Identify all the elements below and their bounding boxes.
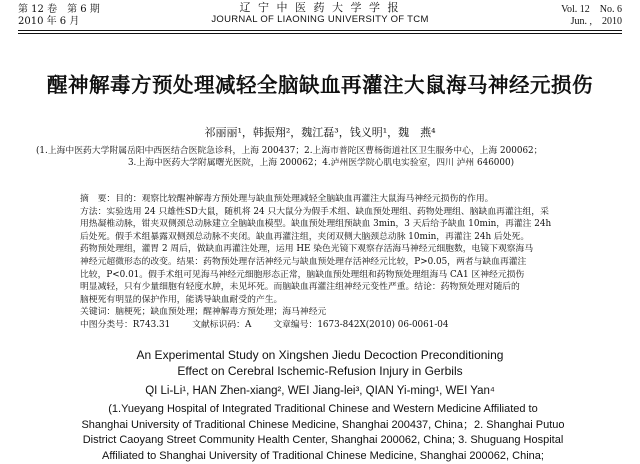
volume-issue-en-line2: Jun. , 2010 bbox=[561, 16, 622, 28]
abstract-line: 明显减轻，只有少量细胞有轻度水肿，未见坏死。而脑缺血再灌注组神经元变性严重。结论：药物预处理对随后的 bbox=[80, 281, 566, 294]
abstract-line: 神经元超微形态的改变。结果：药物预处理存活神经元与缺血预处理存活神经元比较，P>0.05，两者与缺血再灌注 bbox=[80, 256, 566, 269]
paper-title-en-line: Effect on Cerebral Ischemic-Refusion Injury in Gerbils bbox=[0, 363, 640, 379]
abstract-cn bbox=[80, 193, 566, 332]
journal-name-en: JOURNAL OF LIAONING UNIVERSITY OF TCM bbox=[0, 14, 640, 26]
abstract-line: 方法：实验选用 24 只雄性SD大鼠，随机将 24 只大鼠分为假手术组、缺血预处理组、药物处理组、脑缺血再灌注组，采 bbox=[80, 206, 566, 219]
authors-cn: 祁丽丽¹，韩振翔²，魏江磊³，钱义明¹，魏 燕⁴ bbox=[0, 124, 640, 140]
abstract-line: 后处死。假手术组暴露双侧颈总动脉不夹闭。缺血再灌注组，夹闭双侧大脑颈总动脉 10min，再灌注 24h 后处死。 bbox=[80, 231, 566, 244]
clc-number: 中图分类号：R743.31 bbox=[80, 319, 170, 332]
abstract-line: 用热凝椎动脉，钳夹双侧颈总动脉建立全脑缺血模型。缺血预处理组预缺血 3min，3 天后给予缺血 10min，再灌注 24h bbox=[80, 218, 566, 231]
affiliation-en-line: Shanghai University of Traditional Chinese Medicine, Shanghai 200437, China；2. Shanghai Putuo bbox=[68, 418, 578, 434]
header-rule-thick bbox=[18, 30, 622, 31]
volume-issue-en-line1: Vol. 12 No. 6 bbox=[561, 4, 622, 16]
volume-issue-cn-line1: 第 12 卷 第 6 期 bbox=[18, 4, 100, 16]
volume-issue-en bbox=[561, 4, 622, 28]
affiliation-cn-line: (1.上海中医药大学附属岳阳中西医结合医院急诊科，上海 200437；2.上海市普陀区曹杨街道社区卫生服务中心，上海 200062； bbox=[36, 145, 606, 157]
header-rule-thin bbox=[18, 33, 622, 34]
abstract-line: 脑梗死有明显的保护作用，能诱导缺血耐受的产生。 bbox=[80, 294, 566, 307]
paper-title-en-line: An Experimental Study on Xingshen Jiedu Decoction Preconditioning bbox=[0, 347, 640, 363]
abstract-line: 比较，P<0.01。假手术组可见海马神经元细胞形态正常，脑缺血预处理组和药物预处理组海马 CA1 区神经元损伤 bbox=[80, 269, 566, 282]
document-code: 文献标识码：A bbox=[192, 319, 251, 332]
affiliations-en bbox=[68, 402, 578, 464]
affiliation-en-line: (1.Yueyang Hospital of Integrated Traditional Chinese and Western Medicine Affiliated to bbox=[68, 402, 578, 418]
journal-header bbox=[0, 0, 640, 30]
affiliation-en-line: District Caoyang Street Community Health Center, Shanghai 200062, China; 3. Shuguang Hospital bbox=[68, 433, 578, 449]
paper-title-en bbox=[0, 347, 640, 379]
journal-name bbox=[0, 2, 640, 26]
journal-name-cn: 辽 宁 中 医 药 大 学 学 报 bbox=[0, 2, 640, 14]
affiliation-cn-line: 3.上海中医药大学附属曙光医院，上海 200062；4.泸州医学院心肌电实验室，四川 泸州 646000) bbox=[36, 157, 606, 169]
affiliations-cn bbox=[36, 145, 606, 169]
article-meta-cn bbox=[80, 319, 566, 332]
affiliation-en-line: Affiliated to Shanghai University of Traditional Chinese Medicine, Shanghai 200062, China; bbox=[68, 449, 578, 464]
abstract-line: 摘 要：目的：观察比较醒神解毒方预处理与缺血预处理减轻全脑缺血再灌注大鼠海马神经元损伤的作用。 bbox=[80, 193, 566, 206]
authors-en: QI Li-Li¹, HAN Zhen-xiang², WEI Jiang-lei³, QIAN Yi-ming¹, WEI Yan⁴ bbox=[0, 385, 640, 397]
volume-issue-cn-line2: 2010 年 6 月 bbox=[18, 16, 100, 28]
abstract-line: 药物预处理组，灌胃 2 周后，做缺血再灌注处理，运用 HE 染色光镜下观察存活海马神经元细胞数，电镜下观察海马 bbox=[80, 243, 566, 256]
paper-title-cn: 醒神解毒方预处理减轻全脑缺血再灌注大鼠海马神经元损伤 bbox=[0, 68, 640, 98]
article-number: 文章编号：1673-842X(2010) 06-0061-04 bbox=[273, 319, 448, 332]
keywords-cn: 关键词：脑梗死；缺血预处理；醒神解毒方预处理；海马神经元 bbox=[80, 306, 566, 319]
